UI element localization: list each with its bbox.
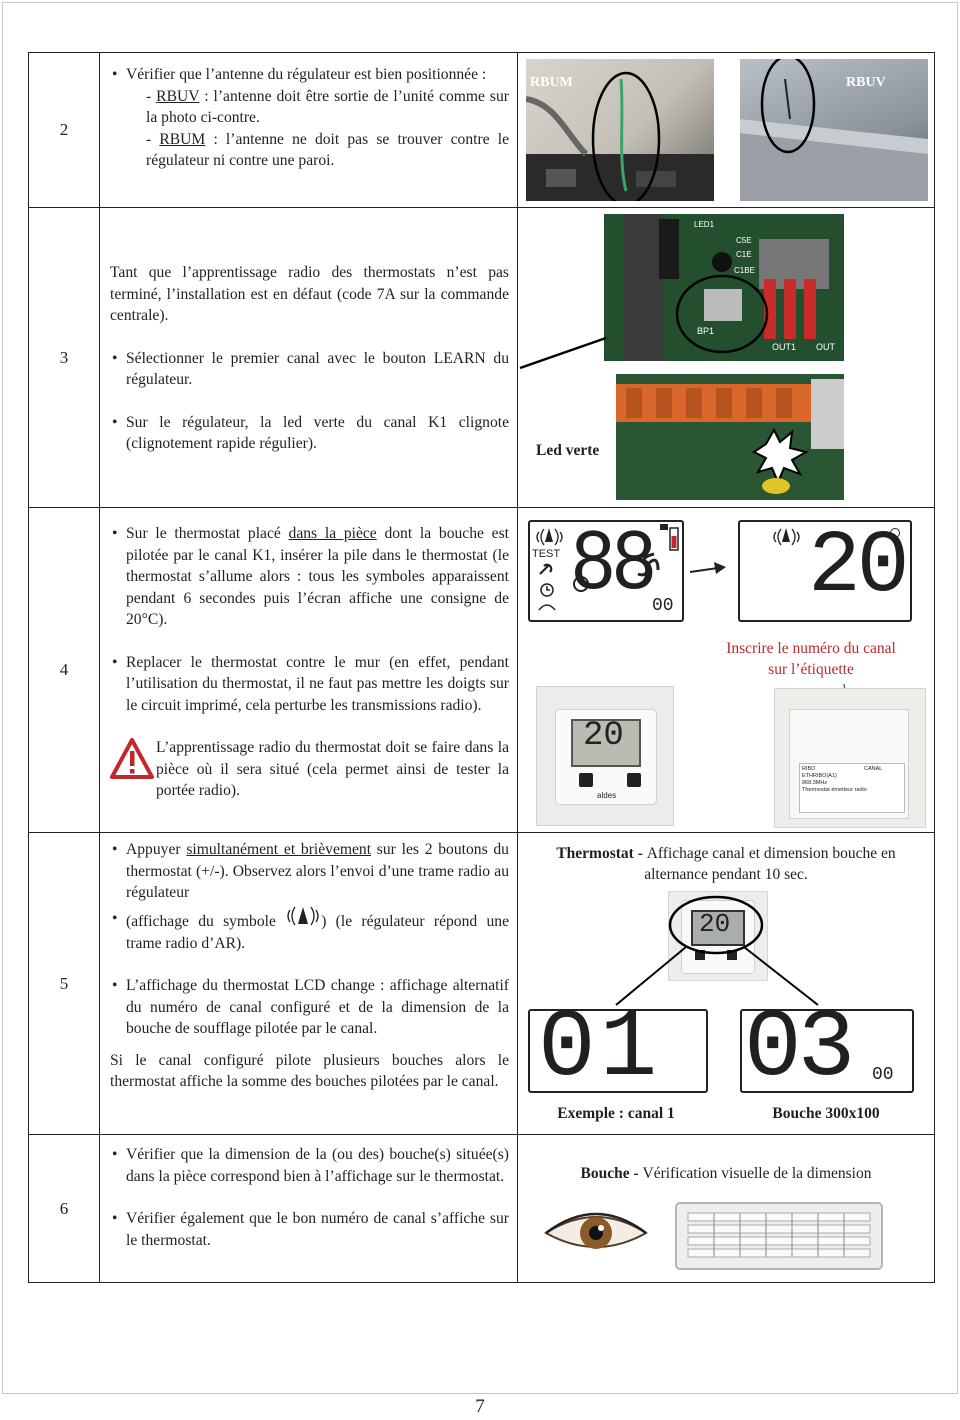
step-intro: Tant que l’apprentissage radio des thermostats n’est pas terminé, l’installation est en défaut (code 7A sur la commande centrale). — [110, 264, 509, 324]
thermostat-caption: Thermostat - Affichage canal et dimension bouche en alternance pendant 10 sec. — [556, 845, 896, 883]
step-number: 2 — [29, 53, 100, 208]
step-bullet: • Vérifier que la dimension de la (ou des) bouche(s) située(s) dans la pièce correspond bien à l’affichage sur le thermostat. — [110, 1144, 509, 1187]
lcd-small-digits: 00 — [652, 596, 674, 616]
step-bullet: • Vérifier également que le bon numéro de canal s’affiche sur le thermostat. — [110, 1208, 509, 1251]
lcd-grille-size — [740, 994, 914, 1103]
led-illustration — [616, 374, 844, 500]
product-tag: RIBO CANAL ETHRIBO(A1) 868.3MHz Thermostat émetteur radio — [799, 763, 905, 813]
pcb-label-led1: LED1 — [694, 220, 715, 229]
steps-table — [28, 52, 935, 1283]
step-row-2: 2 • Vérifier que l’antenne du régulateur est bien positionnée : - RBUV : l’antenne doit être sortie de l’unité comme sur la photo ci-contre. - RBUM : l’antenne ne doit pas se trouver contre le régulateur ni contre une paroi. RBUM RBUV — [29, 53, 935, 208]
photo-pcb-led — [616, 374, 844, 500]
step-number: 3 — [29, 208, 100, 508]
step-row-6 — [29, 1135, 935, 1283]
step-number: 4 — [29, 508, 100, 833]
channel-digits: 01 — [538, 994, 662, 1103]
warning-text: L’apprentissage radio du thermostat doit se faire dans la pièce où il sera situé (cela permet ainsi de tester la portée radio). — [156, 739, 509, 799]
example-grille-label: Bouche 300x100 — [772, 1105, 880, 1122]
thermostat-display: 20 — [583, 717, 624, 755]
grille-caption: Bouche - Vérification visuelle de la dimension — [580, 1165, 872, 1182]
step-row-5: 5 • Appuyer simultanément et brièvement sur les 2 boutons du thermostat (+/-). Observez alors l’envoi d’une trame radio au régulateur • (affichage du symbole ) (le régulateur répond une trame radio d’AR). • L’affichage du thermostat LCD change : affichage alternatif du numéro de canal configuré et de la dimension de la bouche de soufflage pilotée par le canal. Si le canal configuré pilote plusieurs bouches alors le thermostat affiche la somme des bouches pilotées par le canal. Thermostat - Affichage canal et dimension bouche en alternance pendant 10 sec. 20 01 03 00 Exemple : canal 1 Bouche 300x100 — [29, 833, 935, 1135]
example-channel-label: Exemple : canal 1 — [557, 1105, 675, 1122]
rbum-link: RBUM — [159, 130, 206, 148]
rbum-label: RBUM — [530, 75, 573, 90]
eye-icon — [542, 1207, 650, 1257]
grille-small-digits: 00 — [872, 1065, 894, 1085]
warning-block — [110, 737, 509, 802]
channel-label-instruction: Inscrire le numéro du canal sur l’étiquette — [726, 640, 896, 678]
rbuv-link: RBUV — [156, 87, 200, 105]
brand-logo: aldes — [597, 791, 617, 800]
step-row-3 — [29, 208, 935, 508]
step-bullet: • Sélectionner le premier canal avec le bouton LEARN du régulateur. — [110, 348, 509, 391]
grille-icon — [674, 1201, 884, 1271]
lcd-test-label: TEST — [532, 548, 561, 560]
step-row-4 — [29, 508, 935, 833]
lcd-eight-digits: 88 — [570, 516, 653, 614]
pcb-label-c5e: C5E — [736, 236, 752, 245]
thermostat-back-photo — [774, 688, 926, 828]
step-bullet: • Sur le régulateur, la led verte du canal K1 clignote (clignotement rapide régulier). — [110, 412, 509, 455]
step-bullet: • Appuyer simultanément et brièvement sur les 2 boutons du thermostat (+/-). Observez alors l’envoi d’une trame radio au régulateur — [110, 839, 509, 904]
lcd-setpoint-value: 20 — [808, 518, 906, 617]
lcd-channel — [528, 994, 708, 1103]
pcb-label-out: OUT — [816, 342, 835, 352]
warning-icon — [110, 737, 154, 781]
step-paragraph: Si le canal configuré pilote plusieurs bouches alors le thermostat affiche la somme des bouches pilotées par le canal. — [110, 1051, 509, 1090]
photo-rbuv — [740, 59, 928, 201]
step-bullet: • L’affichage du thermostat LCD change : affichage alternatif du numéro de canal configuré et de la dimension de la bouche de soufflage pilotée par le canal. — [110, 975, 509, 1040]
led-label: Led verte — [536, 442, 600, 459]
page-number: 7 — [475, 1396, 485, 1417]
pcb-label-bp1: BP1 — [697, 326, 715, 336]
photo-rbum — [526, 59, 714, 201]
pcb-label-c1e: C1E — [736, 250, 752, 259]
step-bullet: • Vérifier que l’antenne du régulateur est bien positionnée : — [110, 64, 509, 86]
grille-digits: 03 — [744, 994, 852, 1103]
step-bullet: • Sur le thermostat placé dans la pièce dont la bouche est pilotée par le canal K1, insérer la pile dans le thermostat (le thermostat s’allume alors : tous les symboles apparaissent pendant 6 secondes puis l’écran affiche une consigne de 20°C). — [110, 523, 509, 631]
thermostat-display: 20 — [699, 909, 731, 939]
step-number: 5 — [29, 833, 100, 1135]
step-number: 6 — [29, 1135, 100, 1283]
step-bullet: • Replacer le thermostat contre le mur (en effet, pendant l’utilisation du thermostat, il ne faut pas mettre les doigts sur le circuit imprimé, cela perturbe les transmissions radio). — [110, 652, 509, 717]
rbuv-label: RBUV — [846, 75, 886, 90]
pcb-label-out1: OUT1 — [772, 342, 797, 352]
pcb-label-c1be: C1BE — [734, 266, 755, 275]
rbuv-antenna-illustration — [740, 59, 928, 201]
